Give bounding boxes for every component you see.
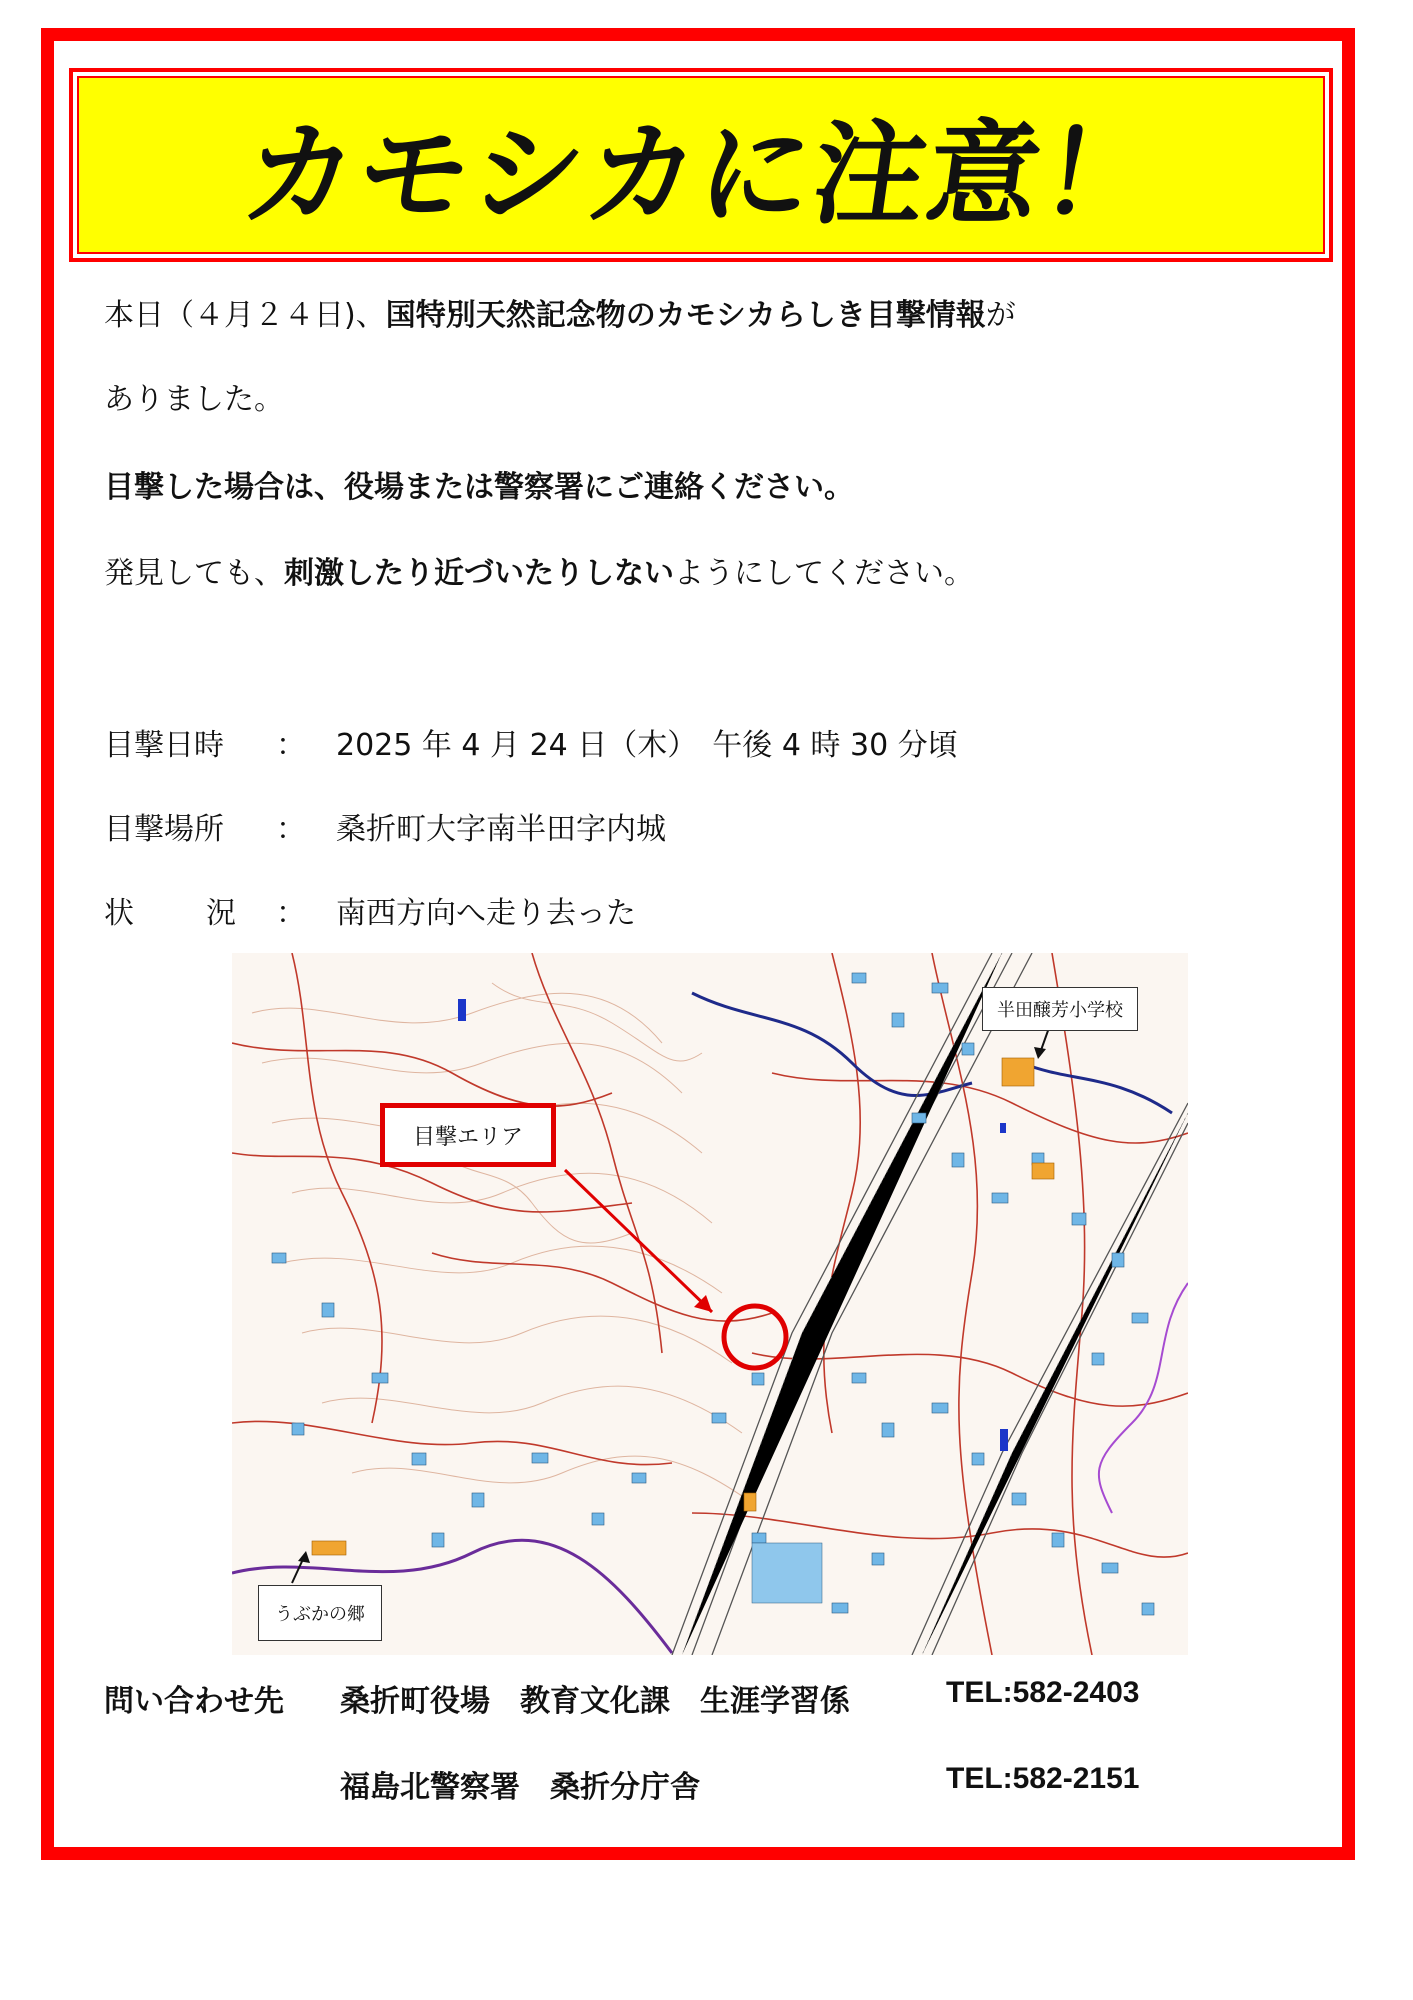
sighting-map — [232, 953, 1188, 1655]
contact-tel-2: TEL:582-2151 — [946, 1762, 1140, 1795]
paragraph-4 — [104, 548, 974, 592]
contact-office-2: 福島北警察署 桑折分庁舎 — [340, 1770, 700, 1805]
status-label — [104, 888, 236, 932]
paragraph-1-date: 本日（４月２４日)、 — [104, 298, 386, 333]
place-label: 目撃場所 — [104, 812, 224, 847]
paragraph-2: ありました。 — [104, 382, 284, 417]
colon: ： — [276, 728, 306, 763]
sighting-circle — [724, 1306, 786, 1368]
contact-tel-1: TEL:582-2403 — [946, 1676, 1140, 1709]
title-box — [77, 76, 1325, 254]
paragraph-1 — [104, 290, 1016, 334]
paragraph-1-end: が — [985, 298, 1016, 333]
sighting-area-label: 目撃エリア — [380, 1103, 556, 1167]
paragraph-4-end: ようにしてください。 — [674, 556, 974, 591]
paragraph-4-emphasis: 刺激したり近づいたりしない — [284, 556, 674, 591]
contact-office-1: 桑折町役場 教育文化課 生涯学習係 — [340, 1684, 850, 1719]
paragraph-1-emphasis: 国特別天然記念物のカモシカらしき目撃情報 — [385, 298, 986, 333]
page-title: カモシカに注意！ — [234, 109, 1165, 240]
contact-heading: 問い合わせ先 — [104, 1684, 284, 1719]
date-value: 2025 年 4 月 24 日（木） 午後 4 時 30 分頃 — [336, 728, 958, 763]
title-banner — [69, 68, 1333, 262]
paragraph-3 — [104, 462, 854, 506]
place-value: 桑折町大字南半田字内城 — [336, 812, 666, 847]
paragraph-3-text: 目撃した場合は、役場または警察署にご連絡ください。 — [104, 470, 854, 505]
status-value: 南西方向へ走り去った — [336, 896, 636, 931]
colon: ： — [276, 896, 306, 931]
status-label-1: 状 — [104, 896, 134, 931]
sighting-arrow-line — [565, 1170, 712, 1312]
status-label-2: 況 — [206, 896, 236, 931]
map-graphic — [232, 953, 1188, 1655]
school-label: 半田醸芳小学校 — [982, 987, 1138, 1031]
date-label: 目撃日時 — [104, 728, 224, 763]
colon: ： — [276, 812, 306, 847]
paragraph-4-start: 発見しても、 — [104, 556, 284, 591]
facility-label: うぶかの郷 — [258, 1585, 382, 1641]
